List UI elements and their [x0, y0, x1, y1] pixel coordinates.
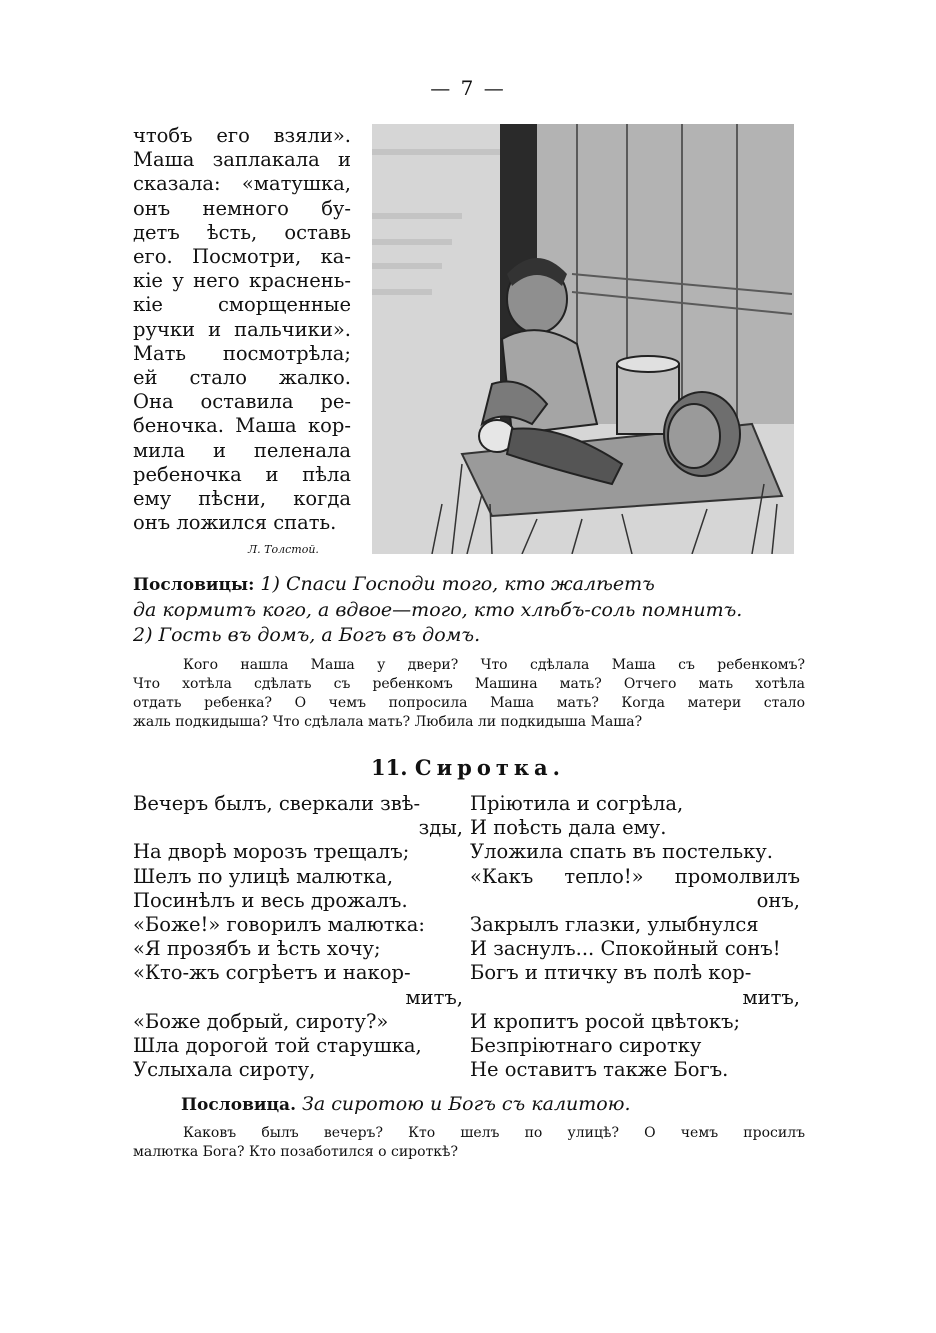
question-line: Что хотѣла сдѣлать съ ребенкомъ Машина мать? Отчего мать хотѣла — [133, 676, 805, 692]
proverbs-block — [133, 572, 805, 648]
story-line: ему пѣсни, когда — [133, 487, 351, 511]
section-title: Сиротка. — [414, 755, 565, 780]
section-heading — [0, 755, 936, 780]
poem-line: Услыхала сироту, — [133, 1058, 316, 1082]
poem-line: Богъ и птичку въ полѣ кор- — [470, 961, 752, 985]
poem-line: Шелъ по улицѣ малютка, — [133, 864, 394, 888]
poem-line: митъ, — [405, 985, 463, 1009]
question-line: Кого нашла Маша у двери? Что сдѣлала Маша съ ребенкомъ? — [183, 657, 805, 673]
proverbs-line-1 — [133, 572, 805, 598]
questions-block — [133, 656, 805, 732]
story-line: Мать посмотрѣла; — [133, 341, 351, 365]
poem-line: «Какъ тепло!» промолвилъ — [470, 864, 800, 888]
proverb-2-text: За сиротою и Богъ съ калитою. — [302, 1093, 631, 1115]
proverbs-label: Пословицы: — [133, 575, 255, 595]
poem-line: «Боже!» говорилъ малютка: — [133, 913, 425, 937]
engraving-illustration — [372, 124, 794, 554]
story-line: его. Посмотри, ка- — [133, 245, 351, 269]
story-line: мила и пеленала — [133, 438, 351, 462]
poem-line: «Боже добрый, сироту?» — [133, 1009, 389, 1033]
poem-line: митъ, — [742, 985, 800, 1009]
proverb-text: да кормитъ кого, а вдвое—того, кто хлѣбъ-соль помнитъ. — [133, 599, 743, 621]
question-line: отдать ребенка? О чемъ попросила Маша мать? Когда матери стало — [133, 695, 805, 711]
story-line: Она оставила ре- — [133, 390, 351, 414]
poem-line: Не оставитъ также Богъ. — [470, 1058, 729, 1082]
poem-right-column — [470, 792, 800, 1082]
poem-line: И кропитъ росой цвѣтокъ; — [470, 1009, 741, 1033]
poem-line: На дворѣ морозъ трещалъ; — [133, 840, 410, 864]
section-number: 11. — [371, 755, 408, 780]
proverb-2 — [181, 1093, 631, 1115]
poem-line: Шла дорогой той старушка, — [133, 1034, 422, 1058]
story-line: сказала: «матушка, — [133, 172, 351, 196]
story-text — [133, 124, 351, 535]
story-line: онъ немного бу- — [133, 196, 351, 220]
story-line: кіе у него краснень- — [133, 269, 351, 293]
story-line: ребеночка и пѣла — [133, 462, 351, 486]
poem-line: Посинѣлъ и весь дрожалъ. — [133, 888, 408, 912]
poem-line: онъ, — [756, 888, 800, 912]
proverb-text: 1) Спаси Господи того, кто жалѣетъ — [260, 573, 655, 595]
question-line: жаль подкидыша? Что сдѣлала мать? Любила ли подкидыша Маша? — [133, 714, 643, 730]
story-line: детъ ѣсть, оставь — [133, 220, 351, 244]
story-line: ей стало жалко. — [133, 366, 351, 390]
poem-line: Вечеръ былъ, сверкали звѣ- — [133, 792, 421, 815]
question-line: Каковъ былъ вечеръ? Кто шелъ по улицѣ? О чемъ просилъ — [183, 1125, 805, 1141]
poem-line: Безпріютнаго сиротку — [470, 1034, 702, 1058]
author-signature: Л. Толстой. — [248, 543, 319, 556]
poem-line: «Я прозябъ и ѣсть хочу; — [133, 937, 381, 961]
story-line: беночка. Маша кор- — [133, 414, 351, 438]
poem-line: И поѣсть дала ему. — [470, 816, 667, 840]
proverb-text: 2) Гость въ домъ, а Богъ въ домъ. — [133, 624, 481, 646]
story-line: чтобъ его взяли». — [133, 124, 351, 147]
poem-line: Пріютила и согрѣла, — [470, 792, 684, 815]
story-line: онъ ложился спать. — [133, 511, 337, 535]
poem-line: Уложила спать въ постельку. — [470, 840, 773, 864]
proverb-2-label: Пословица. — [181, 1095, 296, 1115]
poem-line: «Кто-жъ согрѣетъ и накор- — [133, 961, 411, 985]
story-line: Маша заплакала и — [133, 148, 351, 172]
poem-left-column — [133, 792, 463, 1082]
story-line: кіе сморщенные — [133, 293, 351, 317]
question-line: малютка Бога? Кто позаботился о сироткѣ? — [133, 1144, 459, 1160]
page-number: — 7 — — [430, 76, 506, 100]
story-line: ручки и пальчики». — [133, 317, 351, 341]
poem-line: Закрылъ глазки, улыбнулся — [470, 913, 759, 937]
poem-line: И заснулъ... Спокойный сонъ! — [470, 937, 781, 961]
questions-2-block — [133, 1124, 805, 1162]
poem-line: зды, — [418, 816, 463, 840]
